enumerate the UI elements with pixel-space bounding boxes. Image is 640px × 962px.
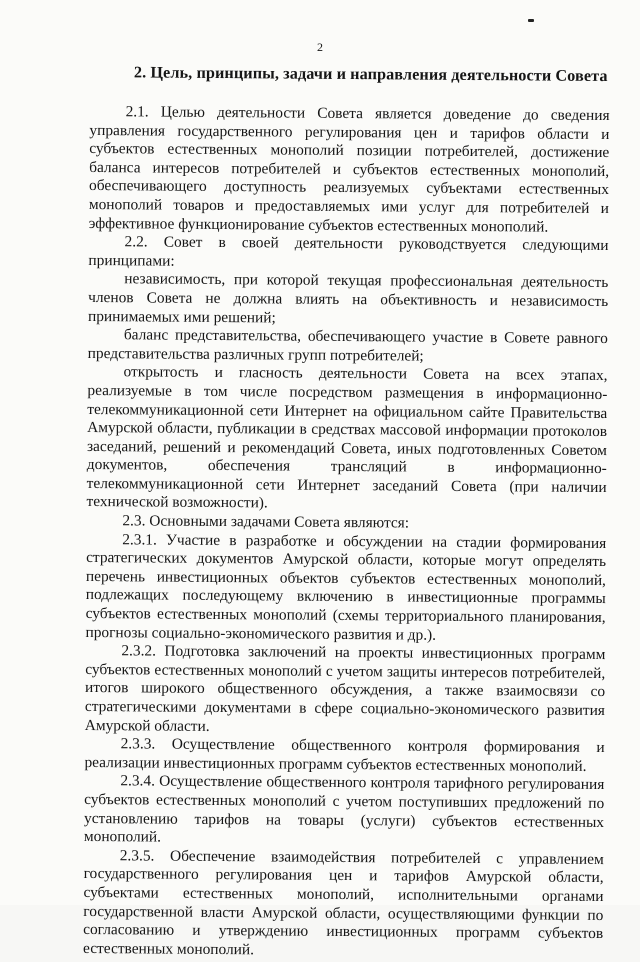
paragraph-2-3-3: 2.3.3. Осуществление общественного контроля формирования и реализации инвестиционных программ субъектов естественных монополий. (84, 735, 605, 775)
paragraph-2-3-5: 2.3.5. Обеспечение взаимодействия потребителей с управлением государственного регулирования цен и тарифов Амурской области, субъектами естественных монополий, исполнительными органами государственной власти Амурской области, осуществляющими функции по согласованию и утверждению инвестиционных программ субъектов естественных монополий. (82, 847, 604, 959)
paragraph-2-3-4: 2.3.4. Осуществление общественного контроля тарифного регулирования субъектов естественных монополий с учетом поступивших предложений по установлению тарифов на товары (услуги) субъектов естественных монополий. (83, 772, 605, 846)
principle-independence: независимость, при которой текущая профессиональная деятельность членов Совета не должна влиять на объективность и независимость принимаемых ими решений; (87, 270, 609, 326)
principle-openness: открытость и гласность деятельности Совета на всех этапах, реализуемые в том числе посредством размещения в информационно-телекоммуникационной сети Интернет на официальном сайте Правительства Амурской области, публикации в средствах массовой информации протоколов заседаний, решений и рекомендаций Совета, иных подготовленных Советом документов, обеспечения трансляций в информационно-телекоммуникационной сети Интернет заседаний Совета (при наличии технической возможности). (86, 363, 608, 512)
principle-balance: баланс представительства, обеспечивающего участие в Совете равного представительства различных групп потребителей; (87, 326, 608, 365)
scan-mark (528, 19, 534, 22)
paragraph-2-3-1: 2.3.1. Участие в разработке и обсуждении на стадии формирования стратегических документов Амурской области, которые могут определять перечень инвестиционных объектов субъектов естественных монополий, подлежащих последующему включению в инвестиционные программы субъектов естественных монополий (схемы территориального планирования, прогнозы социально-экономического развития и др.). (85, 530, 607, 644)
paragraph-2-1: 2.1. Целью деятельности Совета является доведение до сведения управления государственного регулирования цен и тарифов области и субъектов естественных монополий позиции потребителей, достижение баланса интересов потребителей и субъектов естественных монополий, обеспечивающего доступность реализуемых субъектами естественных монополий товаров и предоставляемых ими услуг для потребителей и эффективное функционирование субъектов естественных монополий. (88, 103, 610, 236)
paragraph-2-3: 2.3. Основными задачами Совета являются: (122, 512, 410, 532)
page-number: 2 (317, 40, 323, 54)
paragraph-2-2: 2.2. Совет в своей деятельности руководствуется следующими принципами: (88, 233, 609, 270)
section-heading: 2. Цель, принципы, задачи и направления деятельности Совета (133, 63, 608, 86)
paragraph-2-3-2: 2.3.2. Подготовка заключений на проекты инвестиционных программ субъектов естественных монополий с учетом защиты интересов потребителей, итогов широкого общественного обсуждения, а также взаимосвязи со стратегическими документами в сфере социально-экономического развития Амурской области. (84, 642, 606, 735)
document-body (83, 62, 610, 962)
